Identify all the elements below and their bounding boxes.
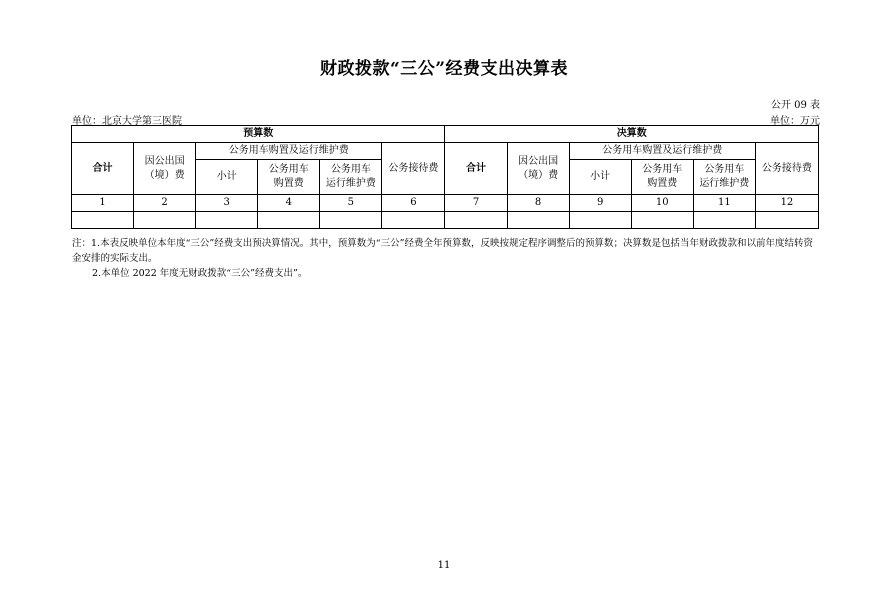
budget-group-header: 预算数	[72, 126, 445, 143]
final-reception-header: 公务接待费	[755, 143, 818, 195]
page-title: 财政拨款“三公”经费支出决算表	[319, 59, 569, 79]
column-number: 8	[507, 195, 569, 212]
column-number-row	[72, 195, 819, 212]
budget-purchase-line1: 公务用车	[268, 164, 309, 175]
data-row	[72, 212, 819, 229]
currency-unit: 单位：万元	[770, 116, 820, 127]
column-number: 5	[320, 195, 382, 212]
final-operation-header	[693, 160, 755, 195]
data-cell	[507, 212, 569, 229]
reporting-unit: 单位：北京大学第三医院	[72, 116, 182, 127]
budget-purchase-header	[258, 160, 320, 195]
column-number: 2	[134, 195, 196, 212]
note-2: 2.本单位 2022 年度无财政拨款“三公”经费支出”。	[92, 268, 308, 279]
budget-operation-line1: 公务用车	[330, 164, 371, 175]
final-group-header: 决算数	[445, 126, 819, 143]
final-purchase-line2: 购置费	[647, 178, 678, 189]
data-cell	[631, 212, 693, 229]
data-cell	[693, 212, 755, 229]
budget-abroad-line1: 因公出国	[144, 155, 185, 167]
budget-abroad-line2: （境）费	[144, 169, 185, 181]
budget-operation-header	[320, 160, 382, 195]
three-public-expenses-table	[71, 125, 819, 229]
column-number: 9	[569, 195, 631, 212]
column-number: 3	[196, 195, 258, 212]
final-abroad-header	[507, 143, 569, 195]
budget-operation-line2: 运行维护费	[325, 178, 376, 189]
final-abroad-line1: 因公出国	[518, 155, 559, 167]
note-1: 注：1.本表反映单位本年度“三公”经费支出预决算情况。其中，预算数为“三公”经费全年预算数，反映按规定程序调整后的预算数；决算数是包括当年财政拨款和以前年度结转资金安排的实际支出。	[72, 238, 813, 264]
data-cell	[569, 212, 631, 229]
final-abroad-line2: （境）费	[518, 169, 559, 181]
final-operation-line2: 运行维护费	[699, 178, 750, 189]
final-total-header: 合计	[445, 143, 507, 195]
final-purchase-line1: 公务用车	[642, 164, 683, 175]
column-number: 4	[258, 195, 320, 212]
final-subtotal-header: 小计	[569, 160, 631, 195]
final-purchase-header	[631, 160, 693, 195]
final-operation-line1: 公务用车	[704, 164, 745, 175]
budget-purchase-line2: 购置费	[273, 178, 304, 189]
data-cell	[134, 212, 196, 229]
data-cell	[320, 212, 382, 229]
data-cell	[445, 212, 507, 229]
budget-vehicle-group-header: 公务用车购置及运行维护费	[196, 143, 382, 160]
column-number: 1	[72, 195, 134, 212]
budget-total-header: 合计	[72, 143, 134, 195]
data-cell	[196, 212, 258, 229]
budget-reception-header: 公务接待费	[382, 143, 445, 195]
column-number: 6	[382, 195, 445, 212]
column-number: 10	[631, 195, 693, 212]
column-number: 11	[693, 195, 755, 212]
final-vehicle-group-header: 公务用车购置及运行维护费	[569, 143, 755, 160]
budget-subtotal-header: 小计	[196, 160, 258, 195]
data-cell	[258, 212, 320, 229]
budget-abroad-header	[134, 143, 196, 195]
page-number: 11	[437, 560, 451, 571]
data-cell	[382, 212, 445, 229]
data-cell	[72, 212, 134, 229]
data-cell	[755, 212, 818, 229]
column-number: 7	[445, 195, 507, 212]
notes	[72, 236, 820, 281]
form-code: 公开 09 表	[770, 100, 820, 111]
column-number: 12	[755, 195, 818, 212]
